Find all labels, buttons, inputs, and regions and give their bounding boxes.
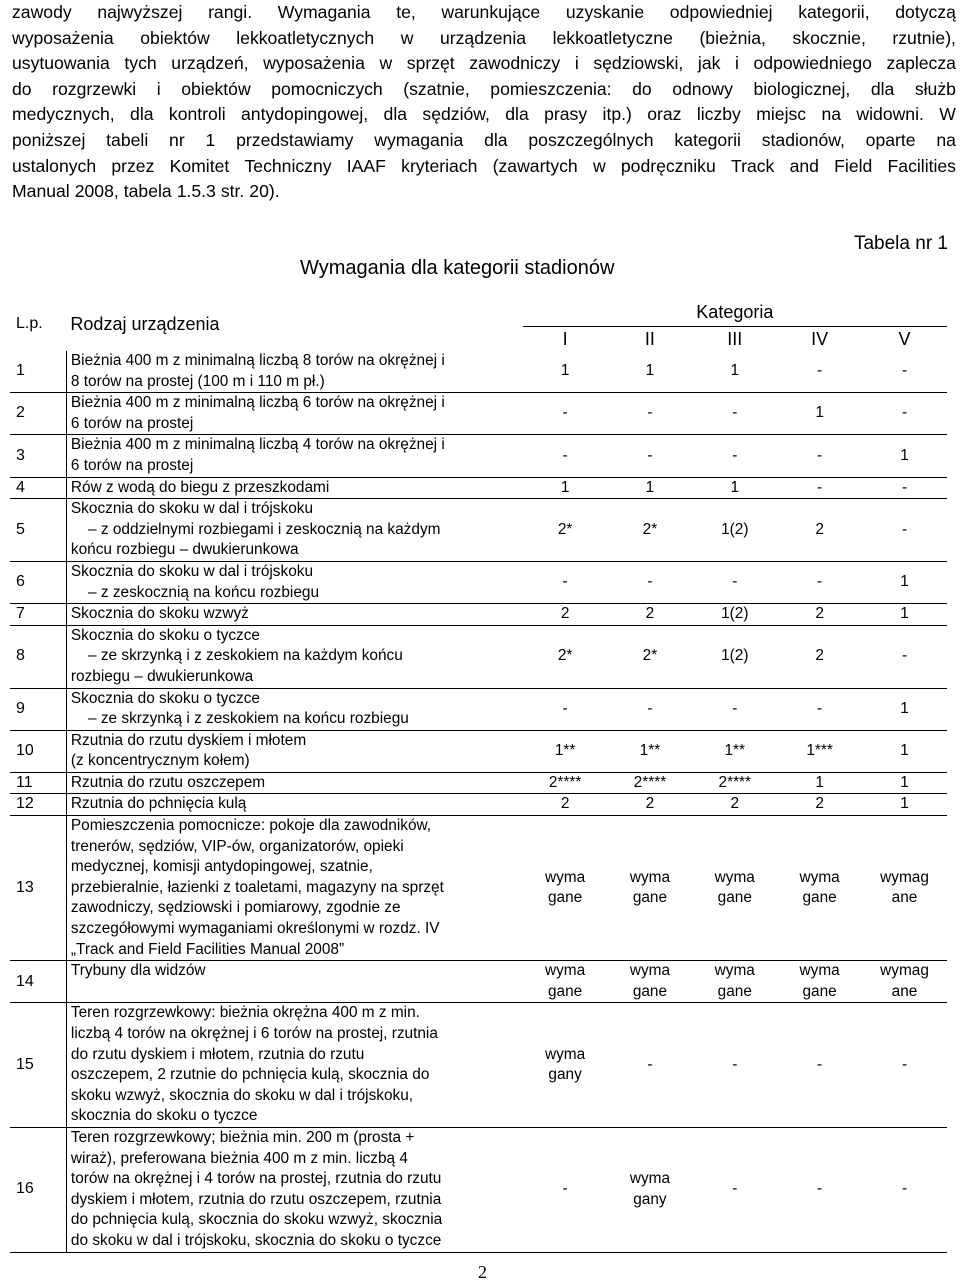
row-value-cat-3: - bbox=[692, 435, 777, 477]
row-name-line: do rzutu dyskiem i młotem, rzutnia do rzutu bbox=[70, 1045, 365, 1063]
paragraph-word: przedstawiamy bbox=[236, 129, 354, 150]
paragraph-word: zaplecza bbox=[886, 53, 956, 74]
paragraph-word: sędziowski, bbox=[593, 53, 684, 74]
paragraph-word: odpowiedniej bbox=[669, 2, 773, 22]
paragraph-word: pomocniczych bbox=[271, 78, 383, 99]
paragraph-word: urządzenia bbox=[439, 27, 527, 48]
row-value-cat-5: 1 bbox=[862, 435, 947, 477]
row-name-line: – ze skrzynką i z zeskokiem na każdym końcu bbox=[70, 647, 403, 665]
paragraph-line bbox=[12, 51, 956, 77]
paragraph-word: rozgrzewki bbox=[52, 78, 137, 99]
paragraph-word: kryteriach bbox=[401, 155, 478, 176]
row-name-line: do skoku w dal i trójskoku, skocznia do skoku o tyczce bbox=[70, 1231, 442, 1249]
paragraph-word: lekkoatletyczne bbox=[552, 27, 673, 48]
row-value-cat-4: 1 bbox=[777, 772, 862, 794]
row-number: 16 bbox=[10, 1127, 66, 1252]
intro-paragraph bbox=[12, 0, 956, 205]
row-value-cat-3: 2 bbox=[692, 794, 777, 816]
row-value-cat-1: wyma gane bbox=[523, 816, 608, 961]
table-row bbox=[10, 561, 947, 603]
row-name-line: Teren rozgrzewkowy: bieżnia okrężna 400 m z min. bbox=[70, 1004, 420, 1022]
row-name-line: 6 torów na prostej bbox=[70, 456, 194, 474]
paragraph-word: 2008, bbox=[74, 181, 119, 202]
row-name bbox=[66, 816, 522, 961]
table-row bbox=[10, 688, 947, 730]
header-kategoria: Kategoria bbox=[696, 301, 774, 322]
paragraph-word: obiektów bbox=[181, 78, 251, 99]
row-name-line: – z zeskocznią na końcu rozbiegu bbox=[70, 583, 320, 601]
row-name bbox=[66, 772, 522, 794]
table-row bbox=[10, 794, 947, 816]
paragraph-line bbox=[12, 26, 956, 52]
row-value-cat-3: 1 bbox=[692, 351, 777, 393]
paragraph-word: Field bbox=[834, 155, 873, 176]
row-name bbox=[66, 477, 522, 499]
paragraph-word: na bbox=[936, 129, 956, 150]
row-name-line: Rzutnia do rzutu oszczepem bbox=[70, 773, 266, 791]
row-value-cat-3: 1** bbox=[692, 730, 777, 772]
row-value-cat-1: 1 bbox=[523, 351, 608, 393]
paragraph-word: jak bbox=[697, 53, 721, 74]
header-category-3: III bbox=[692, 327, 777, 352]
row-value-cat-1: 1 bbox=[523, 477, 608, 499]
paragraph-word: rangi. bbox=[208, 2, 253, 22]
row-name bbox=[66, 961, 522, 1003]
row-name-line: – ze skrzynką i z zeskokiem na końcu rozbiegu bbox=[70, 710, 409, 728]
paragraph-line bbox=[12, 77, 956, 103]
row-number: 10 bbox=[10, 730, 66, 772]
row-name-line: Skocznia do skoku w dal i trójskoku bbox=[70, 562, 314, 580]
header-category-2: II bbox=[608, 327, 693, 352]
row-value-cat-2: 2* bbox=[608, 625, 693, 688]
row-number: 12 bbox=[10, 794, 66, 816]
row-name-line: liczbą 4 torów na okrężnej i 6 torów na prostej, rzutnia bbox=[70, 1025, 438, 1042]
row-name-line: Pomieszczenia pomocnicze: pokoje dla zawodników, bbox=[70, 817, 432, 835]
row-name-line: Teren rozgrzewkowy; bieżnia min. 200 m (prosta + bbox=[70, 1128, 415, 1146]
table-label: Tabela nr 1 bbox=[853, 233, 948, 254]
paragraph-line bbox=[12, 128, 956, 154]
row-value-cat-3: - bbox=[692, 561, 777, 603]
row-name-line: dyskiem i młotem, rzutnia do rzutu oszczepem, rzutnia bbox=[70, 1190, 442, 1208]
row-name-line: Trybuny dla widzów bbox=[70, 962, 206, 980]
table-row bbox=[10, 772, 947, 794]
row-value-cat-5: 1 bbox=[862, 688, 947, 730]
paragraph-word: (zawartych bbox=[492, 155, 578, 176]
table-row bbox=[10, 816, 947, 961]
row-value-cat-4: 2 bbox=[777, 794, 862, 816]
row-value-cat-2: - bbox=[608, 393, 693, 435]
paragraph-word: (bieżnia, bbox=[699, 27, 766, 48]
row-value-cat-1: 2 bbox=[523, 794, 608, 816]
row-value-cat-1: - bbox=[523, 435, 608, 477]
row-name-line: – z oddzielnymi rozbiegami i zeskocznią na każdym bbox=[70, 520, 441, 538]
row-value-cat-5: 1 bbox=[862, 561, 947, 603]
paragraph-word: poszczególnych bbox=[528, 129, 654, 150]
paragraph-word: Wymagania bbox=[277, 2, 371, 22]
table-row bbox=[10, 730, 947, 772]
page-number: 2 bbox=[478, 1262, 487, 1282]
paragraph-word: (szatnie, bbox=[403, 78, 470, 99]
table-row bbox=[10, 961, 947, 1003]
row-name bbox=[66, 794, 522, 816]
paragraph-word: wyposażenia bbox=[12, 27, 114, 48]
row-name-line: Skocznia do skoku w dal i trójskoku bbox=[70, 500, 314, 518]
row-value-cat-3: - bbox=[692, 688, 777, 730]
paragraph-word: stadionów, bbox=[761, 129, 845, 150]
header-rodzaj: Rodzaj urządzenia bbox=[70, 314, 220, 335]
paragraph-word: biologicznej, bbox=[753, 78, 851, 99]
row-value-cat-4: - bbox=[777, 688, 862, 730]
row-value-cat-2: wyma gany bbox=[608, 1127, 693, 1252]
table-row bbox=[10, 1003, 947, 1128]
paragraph-word: wymagania bbox=[374, 129, 464, 150]
row-value-cat-2: 1 bbox=[608, 477, 693, 499]
paragraph-word: dla bbox=[505, 104, 529, 125]
paragraph-word: 20). bbox=[249, 181, 280, 202]
paragraph-line bbox=[12, 0, 956, 26]
requirements-table bbox=[10, 298, 947, 1253]
paragraph-word: i bbox=[574, 53, 579, 74]
row-value-cat-1: - bbox=[523, 393, 608, 435]
table-row bbox=[10, 393, 947, 435]
paragraph-word: w bbox=[592, 155, 606, 176]
row-name bbox=[66, 1127, 522, 1252]
paragraph-word: odpowiedniego bbox=[753, 53, 872, 74]
paragraph-word: str. bbox=[220, 181, 245, 202]
row-name-line: Skocznia do skoku o tyczce bbox=[70, 689, 260, 707]
paragraph-word: dla bbox=[130, 104, 154, 125]
table-row bbox=[10, 351, 947, 393]
row-value-cat-3: 2**** bbox=[692, 772, 777, 794]
row-name-line: Rzutnia do pchnięcia kulą bbox=[70, 795, 247, 813]
row-value-cat-3: - bbox=[692, 1003, 777, 1128]
row-number: 6 bbox=[10, 561, 66, 603]
paragraph-word: nr bbox=[169, 129, 185, 150]
header-category-5: V bbox=[862, 327, 947, 352]
row-number: 4 bbox=[10, 477, 66, 499]
table-row bbox=[10, 625, 947, 688]
row-name-line: oszczepem, 2 rzutnie do pchnięcia kulą, skocznia do bbox=[70, 1066, 430, 1084]
paragraph-word: i bbox=[156, 78, 161, 99]
paragraph-word: przez bbox=[111, 155, 155, 176]
table-row bbox=[10, 1127, 947, 1252]
row-name bbox=[66, 688, 522, 730]
header-lp: L.p. bbox=[16, 315, 43, 333]
row-value-cat-2: 1 bbox=[608, 351, 693, 393]
row-name-line: skoku wzwyż, skocznia do skoku w dal i trójskoku, bbox=[70, 1086, 414, 1104]
row-value-cat-5: - bbox=[862, 625, 947, 688]
paragraph-word: sędziów, bbox=[422, 104, 490, 125]
row-value-cat-3: 1 bbox=[692, 477, 777, 499]
paragraph-word: oparte bbox=[865, 129, 916, 150]
row-value-cat-1: 2* bbox=[523, 499, 608, 562]
row-value-cat-2: - bbox=[608, 561, 693, 603]
paragraph-word: wyposażenia bbox=[263, 53, 365, 74]
row-number: 8 bbox=[10, 625, 66, 688]
row-value-cat-5: - bbox=[862, 351, 947, 393]
table-row bbox=[10, 499, 947, 562]
row-number: 7 bbox=[10, 604, 66, 626]
row-name-line: Rzutnia do rzutu dyskiem i młotem bbox=[70, 731, 307, 749]
row-value-cat-1: - bbox=[523, 561, 608, 603]
paragraph-word: tabeli bbox=[106, 129, 149, 150]
paragraph-word: usytuowania bbox=[12, 53, 110, 74]
row-name-line: (z koncentrycznym kołem) bbox=[70, 752, 250, 770]
paragraph-word: ustalonych bbox=[12, 155, 97, 176]
paragraph-word: sprzęt bbox=[406, 53, 455, 74]
paragraph-word: 1.5.3 bbox=[176, 181, 216, 202]
row-name-line: rozbiegu – dwukierunkowa bbox=[70, 667, 254, 685]
paragraph-line bbox=[12, 154, 956, 180]
paragraph-word: liczby bbox=[696, 104, 741, 125]
row-value-cat-2: wyma gane bbox=[608, 816, 693, 961]
paragraph-word: na bbox=[821, 104, 842, 125]
paragraph-word: lekkoatletycznych bbox=[236, 27, 375, 48]
paragraph-word: podręczniku bbox=[620, 155, 716, 176]
paragraph-word: tabela bbox=[123, 181, 172, 202]
row-name-line: „Track and Field Facilities Manual 2008” bbox=[70, 940, 345, 958]
row-value-cat-4: 2 bbox=[777, 625, 862, 688]
row-name bbox=[66, 435, 522, 477]
paragraph-word: Techniczny bbox=[244, 155, 332, 176]
paragraph-word: Komitet bbox=[169, 155, 230, 176]
paragraph-word: kategorii, bbox=[798, 2, 870, 22]
row-value-cat-3: - bbox=[692, 393, 777, 435]
row-value-cat-4: - bbox=[777, 435, 862, 477]
paragraph-word: IAAF bbox=[346, 155, 386, 176]
row-value-cat-5: - bbox=[862, 477, 947, 499]
row-name-line: do pchnięcia kulą, skocznia do skoku wzwyż, skocznia bbox=[70, 1211, 443, 1229]
row-name-line: szczegółowymi wymaganiami określonymi w rozdz. IV bbox=[70, 920, 440, 938]
paragraph-word: rzutnie), bbox=[892, 27, 956, 48]
row-value-cat-4: wyma gane bbox=[777, 816, 862, 961]
row-value-cat-5: - bbox=[862, 1003, 947, 1128]
paragraph-word: dla bbox=[484, 129, 508, 150]
row-name bbox=[66, 393, 522, 435]
row-name bbox=[66, 1003, 522, 1128]
row-name-line: medycznej, komisji antydopingowej, szatnie, bbox=[70, 858, 373, 876]
row-value-cat-2: 2 bbox=[608, 794, 693, 816]
paragraph-word: dla bbox=[383, 104, 408, 125]
row-name bbox=[66, 561, 522, 603]
row-value-cat-1: 2**** bbox=[523, 772, 608, 794]
paragraph-word: poniższej bbox=[12, 129, 86, 150]
row-value-cat-5: 1 bbox=[862, 794, 947, 816]
row-number: 15 bbox=[10, 1003, 66, 1128]
row-value-cat-1: 1** bbox=[523, 730, 608, 772]
paragraph-word: 1 bbox=[205, 129, 216, 150]
paragraph-word: odnowy bbox=[672, 78, 733, 99]
row-value-cat-5: wymag ane bbox=[862, 961, 947, 1003]
paragraph-word: antydopingowej, bbox=[241, 104, 369, 125]
row-value-cat-1: 2* bbox=[523, 625, 608, 688]
paragraph-word: miejsc bbox=[756, 104, 807, 125]
paragraph-word: dotyczą bbox=[895, 2, 956, 22]
table-row bbox=[10, 604, 947, 626]
row-number: 2 bbox=[10, 393, 66, 435]
row-value-cat-5: 1 bbox=[862, 730, 947, 772]
paragraph-word: prasy bbox=[544, 104, 588, 125]
paragraph-line bbox=[12, 179, 956, 205]
row-name-line: Bieżnia 400 m z minimalną liczbą 6 torów na okrężnej i bbox=[70, 394, 445, 412]
row-number: 14 bbox=[10, 961, 66, 1003]
paragraph-word: urządzeń, bbox=[171, 53, 249, 74]
row-value-cat-5: - bbox=[862, 499, 947, 562]
row-number: 11 bbox=[10, 772, 66, 794]
row-value-cat-3: wyma gane bbox=[692, 961, 777, 1003]
row-name-line: Bieżnia 400 m z minimalną liczbą 8 torów na okrężnej i bbox=[70, 352, 445, 369]
paragraph-word: służb bbox=[914, 78, 956, 99]
paragraph-word: obiektów bbox=[140, 27, 210, 48]
row-value-cat-5: 1 bbox=[862, 772, 947, 794]
row-name bbox=[66, 604, 522, 626]
row-value-cat-1: - bbox=[523, 1127, 608, 1252]
row-name-line: przebieralnie, łazienki z toaletami, magazyny na sprzęt bbox=[70, 878, 444, 896]
row-name-line: 6 torów na prostej bbox=[70, 414, 194, 432]
row-value-cat-2: 2**** bbox=[608, 772, 693, 794]
row-value-cat-1: wyma gany bbox=[523, 1003, 608, 1128]
paragraph-word: skocznie, bbox=[792, 27, 866, 48]
row-name-line: skocznia do skoku o tyczce bbox=[70, 1107, 258, 1125]
row-name-line: Skocznia do skoku wzwyż bbox=[70, 605, 249, 623]
row-value-cat-4: - bbox=[777, 1003, 862, 1128]
row-name-line: torów na okrężnej i 4 torów na prostej, rzutnia do rzutu bbox=[70, 1170, 442, 1188]
row-value-cat-3: wyma gane bbox=[692, 816, 777, 961]
paragraph-word: najwyższej bbox=[97, 2, 183, 22]
paragraph-word: te, bbox=[396, 2, 416, 22]
paragraph-word: warunkujące bbox=[441, 2, 541, 22]
row-name-line: zawodniczy, sędziowski i pomiarowy, zgodnie ze bbox=[70, 899, 401, 917]
paragraph-word: zawodniczy bbox=[469, 53, 561, 74]
table-row bbox=[10, 435, 947, 477]
table-row bbox=[10, 477, 947, 499]
row-value-cat-4: - bbox=[777, 477, 862, 499]
header-row bbox=[10, 298, 947, 327]
paragraph-word: do bbox=[632, 78, 652, 99]
paragraph-word: itp.) bbox=[602, 104, 632, 125]
row-name bbox=[66, 625, 522, 688]
row-name-line: trenerów, sędziów, VIP-ów, organizatorów, opieki bbox=[70, 837, 404, 855]
row-value-cat-3: 1(2) bbox=[692, 604, 777, 626]
header-category-1: I bbox=[523, 327, 608, 352]
paragraph-word: do bbox=[12, 78, 32, 99]
row-name-line: 8 torów na prostej (100 m i 110 m pł.) bbox=[70, 372, 325, 390]
row-value-cat-4: - bbox=[777, 351, 862, 393]
header-category-4: IV bbox=[777, 327, 862, 352]
paragraph-word: oraz bbox=[647, 104, 682, 125]
row-value-cat-3: 1(2) bbox=[692, 625, 777, 688]
row-value-cat-2: 2* bbox=[608, 499, 693, 562]
row-number: 3 bbox=[10, 435, 66, 477]
row-value-cat-1: 2 bbox=[523, 604, 608, 626]
row-name bbox=[66, 499, 522, 562]
row-value-cat-5: wymag ane bbox=[862, 816, 947, 961]
paragraph-word: i bbox=[735, 53, 739, 74]
row-number: 9 bbox=[10, 688, 66, 730]
paragraph-word: Facilities bbox=[887, 155, 956, 176]
row-name-line: Rów z wodą do biegu z przeszkodami bbox=[70, 478, 330, 496]
row-value-cat-4: 2 bbox=[777, 604, 862, 626]
row-name-line: Bieżnia 400 m z minimalną liczbą 4 torów na okrężnej i bbox=[70, 436, 445, 454]
table-title: Wymagania dla kategorii stadionów bbox=[300, 257, 615, 279]
paragraph-word: pomieszczenia: bbox=[490, 78, 612, 99]
row-value-cat-2: 1** bbox=[608, 730, 693, 772]
paragraph-word: tych bbox=[124, 53, 157, 74]
row-name-line: końcu rozbiegu – dwukierunkowa bbox=[70, 541, 299, 559]
row-value-cat-4: - bbox=[777, 561, 862, 603]
row-value-cat-2: 2 bbox=[608, 604, 693, 626]
row-name bbox=[66, 351, 522, 393]
row-value-cat-3: 1(2) bbox=[692, 499, 777, 562]
row-value-cat-4: 1*** bbox=[777, 730, 862, 772]
row-name-line bbox=[71, 982, 523, 1003]
row-value-cat-4: wyma gane bbox=[777, 961, 862, 1003]
paragraph-word: W bbox=[939, 104, 956, 125]
paragraph-word: uzyskanie bbox=[565, 2, 645, 22]
paragraph-word: zawody bbox=[12, 2, 72, 22]
paragraph-word: widowni. bbox=[856, 104, 924, 125]
paragraph-word: Manual bbox=[12, 181, 70, 202]
row-number: 1 bbox=[10, 351, 66, 393]
row-value-cat-4: - bbox=[777, 1127, 862, 1252]
row-name-line: wiraż), preferowana bieżnia 400 m z min. liczbą 4 bbox=[70, 1149, 408, 1167]
row-value-cat-3: - bbox=[692, 1127, 777, 1252]
paragraph-line bbox=[12, 102, 956, 128]
paragraph-word: Track bbox=[731, 155, 775, 176]
row-value-cat-1: - bbox=[523, 688, 608, 730]
row-value-cat-5: 1 bbox=[862, 604, 947, 626]
row-value-cat-4: 1 bbox=[777, 393, 862, 435]
paragraph-word: and bbox=[789, 155, 819, 176]
row-number: 13 bbox=[10, 816, 66, 961]
row-value-cat-4: 2 bbox=[777, 499, 862, 562]
paragraph-word: w bbox=[379, 53, 393, 74]
row-value-cat-2: - bbox=[608, 435, 693, 477]
row-value-cat-5: - bbox=[862, 1127, 947, 1252]
paragraph-word: dla bbox=[870, 78, 895, 99]
row-name-line: Skocznia do skoku o tyczce bbox=[70, 626, 260, 644]
row-number: 5 bbox=[10, 499, 66, 562]
paragraph-word: kategorii bbox=[674, 129, 741, 150]
row-value-cat-2: wyma gane bbox=[608, 961, 693, 1003]
row-value-cat-5: - bbox=[862, 393, 947, 435]
paragraph-word: kontroli bbox=[168, 104, 226, 125]
row-value-cat-1: wyma gane bbox=[523, 961, 608, 1003]
paragraph-word: w bbox=[400, 27, 414, 48]
row-value-cat-2: - bbox=[608, 1003, 693, 1128]
paragraph-word: medycznych, bbox=[12, 104, 115, 125]
row-value-cat-2: - bbox=[608, 688, 693, 730]
row-name bbox=[66, 730, 522, 772]
